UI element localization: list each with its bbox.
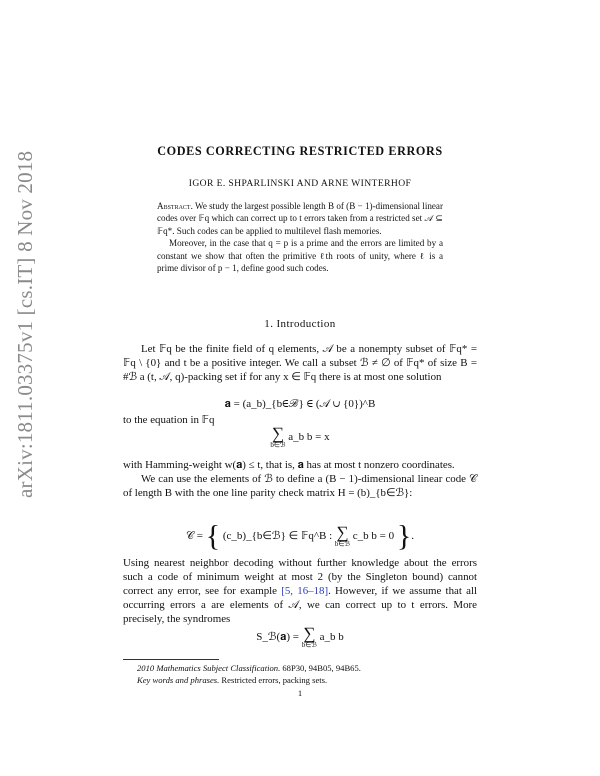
abstract (157, 200, 443, 274)
abstract-text-1: We study the largest possible length B of (B − 1)-dimensional linear codes over 𝔽q which can correct up to t errors taken from a restricted set 𝒜 ⊆ 𝔽q*. Such codes can be applied to multilevel flash memories. (157, 201, 443, 236)
right-brace: } (396, 519, 412, 553)
left-brace: { (205, 519, 221, 553)
to-equation-text (123, 413, 477, 427)
intro-paragraph-1 (123, 342, 477, 384)
page-number: 1 (297, 688, 303, 698)
paper-authors: IGOR E. SHPARLINSKI AND ARNE WINTERHOF (188, 178, 412, 189)
citation-link[interactable]: [5, 16–18] (281, 585, 329, 598)
keywords-value: Restricted errors, packing sets. (219, 675, 328, 685)
para3-text-a: Using nearest neighbor decoding without further knowledge about the errors such a code of minimum weight at most 2 (by the Singleton bound) cannot correct any error, see for example (123, 557, 477, 598)
sum-index: b∈ℬ (270, 441, 286, 449)
intro-paragraph-3-text (123, 556, 477, 626)
sum-body: a_b b = x (288, 431, 330, 444)
syndrome-sum-operator: ∑ b∈ℬ (301, 624, 317, 649)
arxiv-identifier: arXiv:1811.03375v1 [cs.IT] 8 Nov 2018 (13, 150, 37, 498)
code-set-element: (c_b)_{b∈ℬ} ∈ 𝔽q^B : (222, 530, 333, 543)
to-equation-label: to the equation in 𝔽q (123, 414, 215, 426)
section-heading: 1. Introduction (264, 318, 336, 330)
abstract-paragraph-1 (157, 200, 443, 237)
syndrome-sum-index: b∈ℬ (301, 641, 317, 649)
hamming-sentence: with Hamming-weight w(𝐚) ≤ t, that is, 𝐚 has at most t nonzero coordinates. (123, 459, 455, 471)
sum-operator: ∑ b∈ℬ (270, 424, 286, 449)
keywords-label: Key words and phrases. (137, 675, 220, 685)
paper-title: CODES CORRECTING RESTRICTED ERRORS (157, 144, 443, 158)
code-sum-body: c_b b = 0 (352, 530, 395, 543)
equation-sum (123, 426, 477, 449)
code-sum-index: b∈ℬ (334, 540, 351, 548)
syndrome-lhs: S_ℬ(𝐚) = (256, 631, 300, 644)
abstract-label: Abstract. (157, 201, 193, 211)
equation-solution: 𝐚 = (a_b)_{b∈ℬ} ∈ (𝒜 ∪ {0})^B (224, 398, 376, 410)
footnote-msc (123, 663, 477, 675)
footnote-rule (123, 659, 219, 660)
syndrome-body: a_b b (319, 631, 344, 644)
intro-paragraph-1-text: Let 𝔽q be the finite field of q elements, 𝒜 be a nonempty subset of 𝔽q* = 𝔽q \ {0} and t be a positive integer. We call a subset ℬ ≠ ∅ of 𝔽q* of size B = #ℬ a (t, 𝒜, q)-packing set if for any x ∈ 𝔽q there is at most one solution (123, 343, 477, 384)
code-sum-operator: ∑ b∈ℬ (334, 523, 351, 548)
para3-text-b: . However, if we assume that all occurring errors a are elements of 𝒜, we can correct up to t errors. More precisely, the syndromes (123, 585, 477, 626)
equation-syndrome (123, 626, 477, 649)
intro-paragraph-3 (123, 556, 477, 626)
hamming-text (123, 458, 477, 500)
intro-paragraph-2: We can use the elements of ℬ to define a (B − 1)-dimensional linear code 𝒞 of length B with the one line parity check matrix H = (b)_{b∈ℬ}: (123, 473, 477, 500)
equation-code: 𝒞 = { (c_b)_{b∈ℬ} ∈ 𝔽q^B : ∑ b∈ℬ c_b b = 0 }. (185, 519, 415, 553)
msc-value: 68P30, 94B05, 94B65. (280, 663, 361, 673)
abstract-paragraph-2: Moreover, in the case that q = p is a prime and the errors are limited by a constant we show that often the primitive ℓth roots of unity, where ℓ is a prime divisor of p − 1, define good such codes. (157, 238, 443, 274)
code-lhs: 𝒞 = (185, 530, 203, 543)
footnote-keywords (123, 675, 477, 687)
msc-label: 2010 Mathematics Subject Classification. (137, 663, 281, 673)
